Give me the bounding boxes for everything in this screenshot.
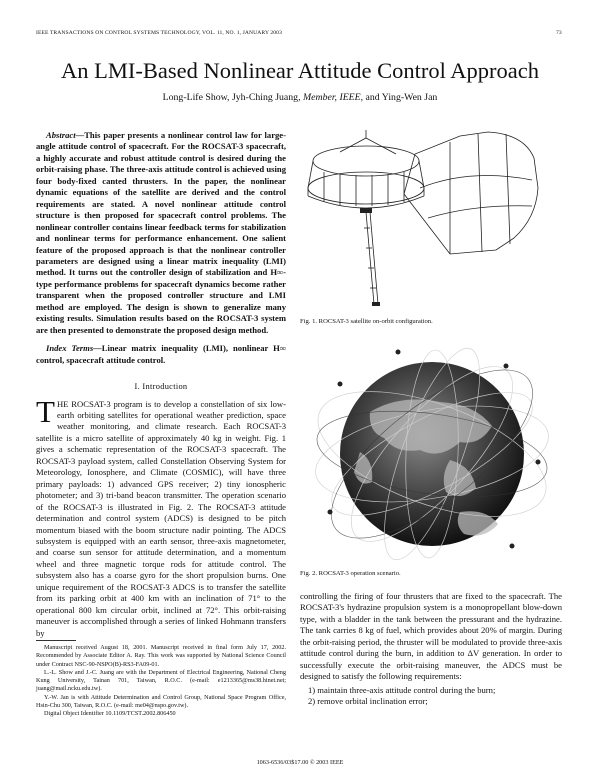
running-header: IEEE TRANSACTIONS ON CONTROL SYSTEMS TECHNOLOGY, VOL. 11, NO. 1, JANUARY 2003 — [36, 30, 282, 36]
intro-paragraph — [36, 393, 286, 640]
figure-2-caption: Fig. 2. ROCSAT-3 operation scenario. — [300, 570, 401, 577]
right-column — [300, 591, 562, 708]
list-item: 1) maintain three-axis attitude control during the burn; — [308, 684, 496, 695]
index-terms-label: Index Terms— — [46, 343, 102, 354]
author-names-2: and Ying-Wen Jan — [363, 92, 438, 103]
copyright-footer: 1063-6536/03$17.00 © 2003 IEEE — [256, 759, 344, 766]
footnote-rule — [36, 640, 76, 641]
drop-cap: T — [36, 393, 55, 429]
satellite-top-plate — [313, 146, 419, 176]
abstract — [36, 130, 286, 336]
paper-title: An LMI-Based Nonlinear Attitude Control Approach — [60, 58, 540, 83]
footnote: L.-L. Show and J.-C. Juang are with the Department of Electrical Engineering, National Cheng Kung University, Tainan 701, Taiwan, R.O.C. (e-mail: e1213365@ms38.hinet.net; juang@mail.ncku.edu.tw). — [36, 668, 286, 693]
intro-text: ROCSAT-3 program is to develop a constellation of six low-earth orbiting satellites for operational weather prediction, space weather monitoring, and climate research. Each ROCSAT-3 satellite is a micro satellite of approximately 40 kg in weight. Fig. 1 gives a schematic representation of the ROCSAT-3 spacecraft. The ROCSAT-3 payload system, called Constellation Observing System for Meteorology, Ionosphere, and Climate (COSMIC), will have three primary payloads: 1) advanced GPS receiver; 2) tiny ionospheric photometer; and 3) tri-band beacon transmitter. The operation scenario of the ROCSAT-3 is illustrated in Fig. 2. The ROCSAT-3 attitude determination and control system (ADCS) is designed to be pitch momentum biased with the boom structure nadir pointing. The ADCS subsystem is equipped with an earth sensor, three-axis magnetometer, and coarse sun sensor for attitude determination, and a momentum wheel and three magnetic torque rods for attitude control. The subsystem also has a coarse gyro for the short propulsion burns. One unique requirement of the ROCSAT-3 ADCS is to transfer the satellite from its parking orbit at 400 km with an inclination of 71° to the operational 800 km circular orbit, inclined at 72°. This orbit-raising maneuver is accomplished through a series of linked Hohmann transfers by — [36, 398, 286, 638]
abstract-label: Abstract— — [46, 130, 85, 140]
index-terms-text: Linear matrix inequality (LMI), nonlinear H∞ control, spacecraft attitude control. — [36, 343, 286, 365]
boom — [366, 212, 374, 304]
left-column — [36, 130, 286, 639]
author-line — [0, 92, 600, 103]
intro-first-word: HE — [56, 398, 69, 409]
author-member: Member, IEEE, — [302, 92, 364, 103]
figure-2-operation-scenario — [300, 342, 565, 564]
figure-1-satellite — [300, 128, 565, 310]
footnote: Y.-W. Jan is with Attitude Determination and Control Group, National Space Program Office, Hsin-Chu 300, Taiwan, R.O.C. (e-mail: me04@nspo.gov.tw). — [36, 693, 286, 710]
footnote: Digital Object Identifier 10.1109/TCST.2002.806450 — [44, 710, 176, 718]
list-item: 2) remove orbital inclination error; — [308, 696, 428, 707]
figure-1-caption: Fig. 1. ROCSAT-3 satellite on-orbit configuration. — [300, 318, 433, 325]
author-names-1: Long-Life Show, Jyh-Ching Juang, — [162, 92, 303, 103]
right-paragraph: controlling the firing of four thrusters that are fixed to the spacecraft. The ROCSAT-3's hydrazine propulsion system is a monopropellant blow-down type, with a bladder in the tank between the pressurant and the hydrazine. The tank carries 8 kg of fuel, which provides about 20% of margin. During the orbit-raising period, the thruster will be modulated to provide three-axis attitude control during the burn, in addition to ΔV generation. In order to successfully execute the orbit-raising maneuver, the ADCS must be designed to satisfy the following requirements: — [300, 591, 562, 682]
page-number: 73 — [556, 30, 562, 36]
requirements-list — [300, 685, 562, 708]
section-heading: I. Introduction — [134, 382, 188, 392]
index-terms — [36, 343, 286, 366]
footnotes — [36, 644, 286, 719]
abstract-text: This paper presents a nonlinear control law for large-angle attitude control of spacecraft. For the ROCSAT-3 spacecraft, a highly accurate and robust attitude control is desired during the orbit-raising phase. The three-axis attitude control is achieved using four body-fixed canted thrusters. In the paper, the nonlinear dynamic equations of the satellite are derived and the control requirements are stated. A novel nonlinear attitude control structure is then proposed for spacecraft control problems. The nonlinear controller contains linear feedback terms for stabilization and nonlinear terms for performance enhancement. One salient feature of the proposed approach is that the nonlinear controller parameters are designed using a linear matrix inequality (LMI) method. It turns out the controller design of stabilization and H∞-type performance problems for spacecraft dynamics become rather transparent when the proposed controller structure and LMI method are employed. The design is shown to generalize many existing results. Simulation results based on the ROCSAT-3 system are then presented to demonstrate the proposed design method. — [36, 130, 286, 335]
earth — [340, 362, 524, 546]
satellite-body-ring — [308, 172, 424, 204]
footnote: Manuscript received August 18, 2001. Manuscript received in final form July 17, 2002. Recommended by Associate Editor A. Ray. This work was supported by National Science Council under Contract NSC-90-NSPO(B)-RS3-FA09-01. — [36, 644, 286, 668]
